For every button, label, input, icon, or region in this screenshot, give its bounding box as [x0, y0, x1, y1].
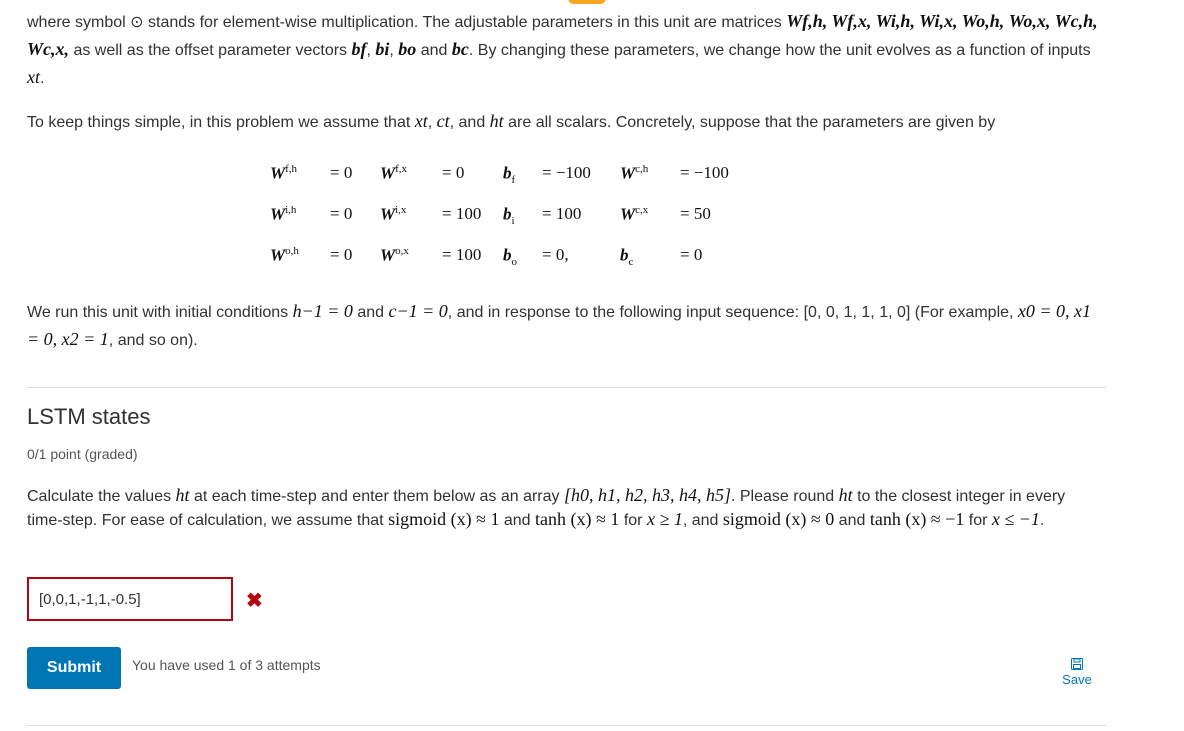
param-name: $b_c$	[620, 245, 634, 269]
intro-text: . By changing these parameters, we change how the unit evolves as a function of inputs	[468, 42, 1091, 59]
question-part: for	[964, 512, 992, 529]
top-scroll-indicator	[568, 0, 606, 4]
matrices-list-1: Wf,h, Wf,x, Wi,h, Wi,x, Wo,h,	[786, 11, 1005, 31]
initial-text: We run this unit with initial conditions	[27, 304, 293, 321]
save-icon	[1071, 658, 1083, 670]
param-value: = 100	[542, 204, 582, 223]
param-name: W$^{o,x}$	[380, 245, 409, 265]
answer-input[interactable]	[27, 577, 233, 621]
param-value: = 0,	[542, 245, 569, 264]
math-condition: tanh (x) ≈ −1	[869, 509, 965, 529]
param-value: = 0	[442, 163, 465, 182]
intro-paragraph: where symbol ⊙ stands for element-wise multiplication. The adjustable parameters in this unit are matrices Wf,h, Wf,x, Wi,h, Wi,x, Wo,h, Wo,x, Wc,h, Wc,x, as well as the offset parameter vectors bf, bi, bo and bc. By changing these parameters, we change how the unit evolves as a function of inputs xt.	[27, 11, 1098, 87]
question-part: to the closest integer in every time-step. For ease of calculation, we assume that	[27, 488, 1066, 529]
matrices-list-2: Wo,x, Wc,h, Wc,x,	[27, 11, 1098, 59]
param-name: W$^{i,h}$	[270, 204, 297, 224]
question-part: , and	[682, 512, 723, 529]
math-condition: sigmoid (x) ≈ 0	[722, 509, 835, 529]
math-condition: tanh (x) ≈ 1	[535, 509, 620, 529]
keep-text: To keep things simple, in this problem we assume that	[27, 114, 415, 131]
input-example: x0 = 0, x1 = 0, x2 = 1	[27, 301, 1092, 349]
param-value: = 100	[442, 204, 482, 223]
param-name: $b_o$	[503, 245, 517, 269]
bias-bf: bf	[351, 39, 367, 59]
h-initial: h−1 = 0	[292, 301, 353, 321]
question-part: Calculate the values	[27, 488, 176, 505]
question-part: for	[619, 512, 647, 529]
intro-text: .	[40, 70, 45, 87]
intro-text: as well as the offset parameter vectors	[69, 42, 352, 59]
keep-text: are all scalars. Concretely, suppose that the parameters are given by	[503, 114, 996, 131]
submit-button[interactable]: Submit	[27, 647, 121, 689]
bias-bc: bc	[451, 39, 469, 59]
points-status: 0/1 point (graded)	[27, 446, 138, 462]
param-name: W$^{i,x}$	[380, 204, 407, 224]
param-value: = 0	[680, 245, 703, 264]
initial-text: , and in response to the following input sequence: [0, 0, 1, 1, 1, 0] (For example,	[447, 304, 1018, 321]
keep-text: , and	[449, 114, 490, 131]
var-ht: ht	[838, 485, 853, 505]
param-name: W$^{f,x}$	[380, 163, 408, 183]
bias-bo: bo	[398, 39, 417, 59]
save-button[interactable]	[1058, 658, 1096, 687]
var-ct: ct	[436, 111, 450, 131]
input-xt: xt	[27, 67, 40, 87]
var-ht: ht	[175, 485, 190, 505]
c-initial: c−1 = 0	[388, 301, 448, 321]
divider	[27, 387, 1107, 388]
question-text	[27, 484, 1087, 532]
param-value: = 0	[330, 245, 353, 264]
math-condition: x ≥ 1	[646, 509, 683, 529]
question-part: . Please round	[730, 488, 839, 505]
math-condition: sigmoid (x) ≈ 1	[388, 509, 500, 529]
answer-array-format: [h0, h1, h2, h3, h4, h5]	[563, 485, 731, 505]
param-name: $b_f$	[503, 163, 516, 187]
math-condition: x ≤ −1	[991, 509, 1040, 529]
attempts-text: You have used 1 of 3 attempts	[132, 657, 321, 673]
initial-text: and	[352, 304, 389, 321]
question-part: and	[499, 512, 536, 529]
param-value: = −100	[542, 163, 591, 182]
param-value: = 0	[330, 163, 353, 182]
incorrect-icon: ✖	[246, 590, 263, 612]
bias-bi: bi	[375, 39, 390, 59]
param-name: W$^{f,h}$	[270, 163, 298, 183]
intro-text: where symbol	[27, 14, 131, 31]
intro-text: and	[416, 42, 452, 59]
divider	[27, 725, 1107, 726]
question-part: and	[834, 512, 870, 529]
question-part: .	[1039, 512, 1045, 529]
intro-text: stands for element-wise multiplication. The adjustable parameters in this unit are matrices	[143, 14, 787, 31]
save-label: Save	[1062, 672, 1092, 687]
param-name: W$^{c,x}$	[620, 204, 649, 224]
param-value: = 0	[330, 204, 353, 223]
odot-symbol: ⊙	[130, 14, 144, 31]
keep-simple-paragraph: To keep things simple, in this problem we assume that xt, ct, and ht are all scalars. Concretely, suppose that the parameters are given by	[27, 111, 996, 131]
question-part: at each time-step and enter them below as an array	[189, 488, 564, 505]
param-value: = 100	[442, 245, 482, 264]
problem-title: LSTM states	[27, 404, 151, 429]
param-name: $b_i$	[503, 204, 515, 228]
initial-conditions-paragraph	[27, 298, 1107, 354]
param-value: = 50	[680, 204, 711, 223]
param-name: W$^{o,h}$	[270, 245, 299, 265]
param-value: = −100	[680, 163, 729, 182]
var-ht: ht	[489, 111, 504, 131]
initial-text: , and so on).	[108, 332, 198, 349]
param-name: W$^{c,h}$	[620, 163, 649, 183]
var-xt: xt	[414, 111, 428, 131]
